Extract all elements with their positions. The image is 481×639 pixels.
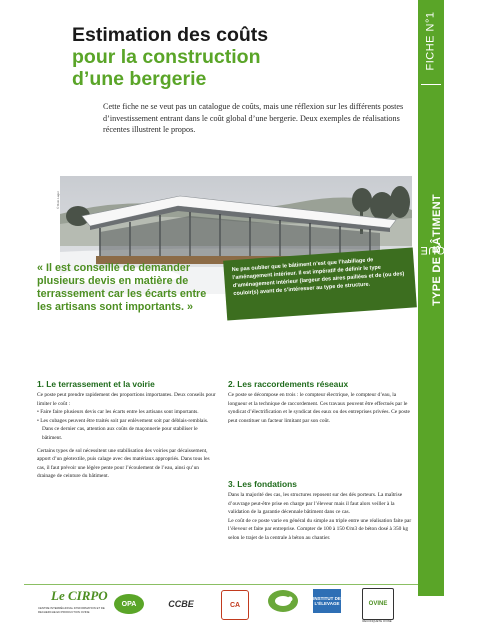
section-3-body: Dans la majorité des cas, les structures reposent sur des dés porteurs. La maîtrise d’ouvrage peut-être prise en charge par l’éleveur mais il faut alors veiller à la validation de la garantie décennale bâtiment dans ce cas. Le coût de ce poste varie en général du simple au triple entre une réalisation faite par l’éleveur et faite par entreprise. Compter de 100 à 150 €/m3 de béton dosé à 350 kg selon le trajet de la centrale à béton au chantier. bbox=[228, 492, 412, 541]
association-logo bbox=[268, 590, 298, 612]
list-item: • Les cubages peuvent être traités soit par enlèvement soit par déblais-remblais. Dans ce dernier cas, attention aux coûts de maçonnerie pour stabiliser le bâtiment. bbox=[37, 417, 217, 443]
sidebar-divider bbox=[421, 84, 441, 85]
reconquete-ovine-logo: OVINE bbox=[362, 588, 394, 620]
title-line-3: d’une bergerie bbox=[72, 68, 207, 90]
note-text: Ne pas oublier que le bâtiment n’est que l’habillage de l’aménagement intérieur. Il est impératif de définir le type d’aménagement intérieur (largeur des aires paillées et de (ou des) couloir(s) avant de s’intéresser au type de structure. bbox=[231, 257, 405, 298]
title-line-1: Estimation des coûts bbox=[72, 24, 269, 46]
note-callout bbox=[223, 247, 417, 320]
page-title bbox=[72, 24, 412, 90]
chambre-agriculture-logo: CA bbox=[221, 590, 249, 620]
section-3-title: 3. Les fondations bbox=[228, 479, 297, 489]
section-1-body: Ce poste peut prendre rapidement des proportions importantes. Deux conseils pour limiter le coût : • Faire faire plusieurs devis car les écarts entre les artisans sont importants. • Les cubages peuvent être traités soit par enlèvement soit par déblais-remblais. Dans ce dernier cas, attention aux coûts de maçonnerie pour stabiliser le bâtiment. Certains types de sol nécessitent une stabilisation des voiries par décaissement, apport d’un géotextile, puis calage avec des matériaux appropriés. Dans tous les cas, il faut prévoir une légère pente pour l’écoulement de l’eau, ainsi qu’un drainage de ceinture du bâtiment. bbox=[37, 391, 217, 481]
footer-divider bbox=[24, 584, 418, 585]
cirpo-subtitle: CENTRE INTERRÉGIONAL D’INFORMATION ET DE RECHERCHE EN PRODUCTION OVINE bbox=[38, 606, 105, 614]
ccbe-logo: CCBE bbox=[168, 599, 194, 609]
sheep-icon bbox=[272, 594, 294, 608]
pull-quote: « Il est conseillé de demander plusieurs devis en matière de terrassement car les écarts entre les artisans sont importants. » bbox=[37, 262, 207, 313]
institut-elevage-logo: INSTITUT DE L’ÉLEVAGE bbox=[313, 589, 341, 613]
fiche-number: FICHE N°1 bbox=[425, 11, 437, 71]
section-2-body: Ce poste se décompose en trois : le compteur électrique, le compteur d’eau, la longueur et la technique de raccordement. Ces travaux peuvent être effectués par le syndicat d’électrification et le syndicat des eaux ou des entreprises privées. Ce poste peut constituer un facteur limitant par son coût. bbox=[228, 392, 410, 424]
title-line-2: pour la construction bbox=[72, 46, 261, 68]
ovine-logo-caption: RECONQUÊTE OVINE bbox=[362, 619, 392, 623]
opa-logo: OPA bbox=[114, 594, 144, 614]
cirpo-logo: Le CIRPO bbox=[51, 588, 108, 603]
intro-paragraph: Cette fiche ne se veut pas un catalogue de coûts, mais une réflexion sur les différents postes d’investissement entrant dans le coût global d’une bergerie. Deux exemples de réalisations récentes illustrent le propos. bbox=[103, 102, 404, 134]
rubrique-label: RUBRIQUE TYPE DE BÂTIMENT bbox=[420, 194, 481, 306]
list-item: • Faire faire plusieurs devis car les écarts entre les artisans sont importants. bbox=[37, 408, 217, 417]
section-1-title: 1. Le terrassement et la voirie bbox=[37, 379, 155, 389]
section-2-title: 2. Les raccordements réseaux bbox=[228, 379, 349, 389]
photo-credit: © Rolo Lager bbox=[56, 191, 61, 209]
